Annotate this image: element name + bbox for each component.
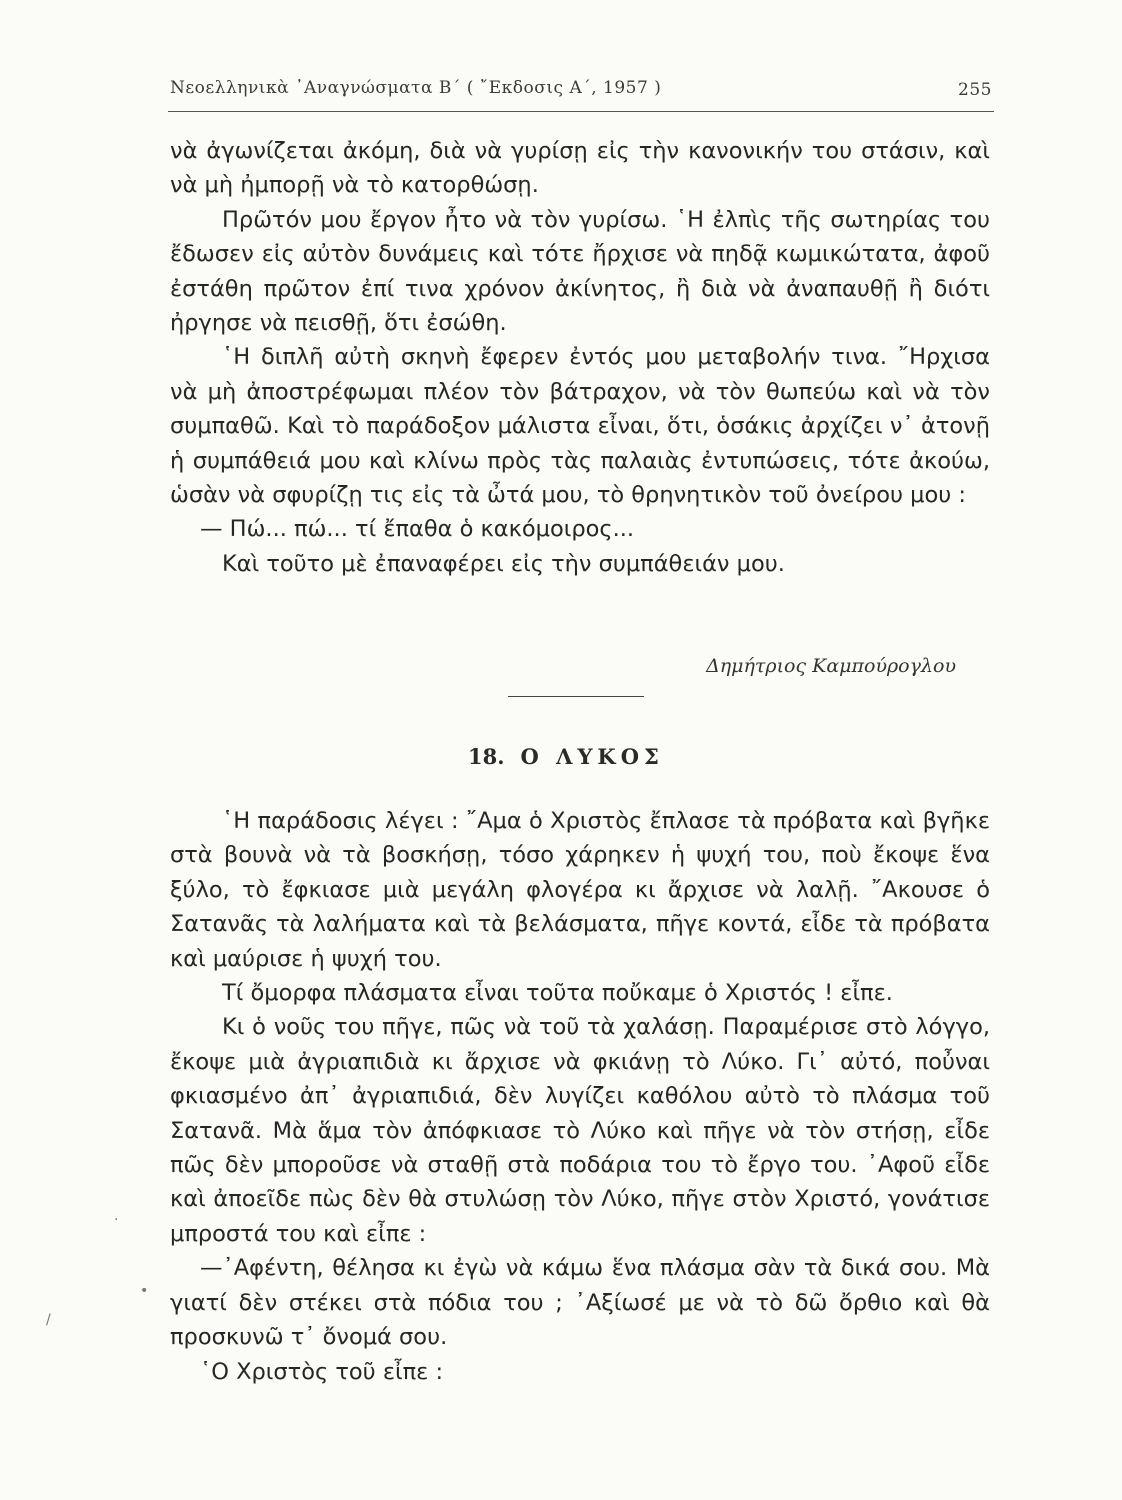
dialog-line: ῾Ο Χριστὸς τοῦ εἶπε : [200, 1358, 444, 1385]
paragraph: νὰ ἀγωνίζεται ἀκόμη, διὰ νὰ γυρίσῃ εἰς τὴν κανονικήν του στάσιν, καὶ νὰ μὴ ἠμπορῇ νὰ τὸ κατορθώσῃ. [170, 138, 990, 199]
section-number: 18. [468, 744, 505, 769]
header-rule [168, 111, 994, 112]
scan-speck: • [140, 1283, 149, 1299]
passage-lykos [170, 804, 990, 1389]
running-title: Νεοελληνικὰ ᾿Αναγνώσματα Β΄ ( ῎Εκδοσις Α΄, 1957 ) [170, 78, 662, 98]
dialog-line: —᾿Αφέντη, θέλησα κι ἐγὼ νὰ κάμω ἕνα πλάσμα σὰν τὰ δικά σου. Μὰ γιατί δὲν στέκει στὰ πόδια του ; ᾿Αξίωσέ με νὰ τὸ δῶ ὄρθιο καὶ θὰ προσκυνῶ τ᾿ ὄνομά σου. [170, 1255, 990, 1351]
paragraph: Τί ὄμορφα πλάσματα εἶναι τοῦτα ποὔκαμε ὁ Χριστός ! εἶπε. [222, 980, 893, 1007]
scan-speck: · [114, 1212, 119, 1228]
dialog-line: — Πώ... πώ... τί ἔπαθα ὁ κακόμοιρος... [200, 516, 635, 543]
paragraph: ῾Η παράδοσις λέγει : ῎Αμα ὁ Χριστὸς ἔπλασε τὰ πρόβατα καὶ βγῆκε στὰ βουνὰ νὰ τὰ βοσκήσῃ, τόσο χάρηκεν ἡ ψυχή του, ποὺ ἔκοψε ἕνα ξύλο, τὸ ἔφκιασε μιὰ μεγάλη φλογέρα κι ἄρχισε νὰ λαλῇ. ῎Ακουσε ὁ Σατανᾶς τὰ λαλήματα καὶ τὰ βελάσματα, πῆγε κοντά, εἶδε τὰ πρόβατα καὶ μαύρισε ἡ ψυχή του. [170, 808, 990, 972]
running-header [170, 74, 992, 110]
scan-speck: / [46, 1312, 51, 1328]
section-title: Ο ΛΥΚΟΣ [520, 744, 664, 769]
section-heading [468, 744, 664, 769]
passage-continuation [170, 134, 990, 581]
paragraph: Πρῶτόν μου ἔργον ἦτο νὰ τὸν γυρίσω. ῾Η ἐλπὶς τῆς σωτηρίας του ἔδωσεν εἰς αὐτὸν δυνάμεις καὶ τότε ἤρχισε νὰ πηδᾷ κωμικώτατα, ἀφοῦ ἐστάθη πρῶτον ἐπί τινα χρόνον ἀκίνητος, ἢ διὰ νὰ ἀναπαυθῇ ἢ διότι ἠργησε νὰ πεισθῇ, ὅτι ἐσώθη. [170, 206, 990, 337]
paragraph: ῾Η διπλῆ αὐτὴ σκηνὴ ἔφερεν ἐντός μου μεταβολήν τινα. ῎Ηρχισα νὰ μὴ ἀποστρέφωμαι πλέον τὸν βάτραχον, νὰ τὸν θωπεύω καὶ νὰ τὸν συμπαθῶ. Καὶ τὸ παράδοξον μάλιστα εἶναι, ὅτι, ὁσάκις ἀρχίζει ν᾿ ἀτονῇ ἡ συμπάθειά μου καὶ κλίνω πρὸς τὰς παλαιὰς ἐντυπώσεις, τότε ἀκούω, ὡσὰν νὰ σφυρίζῃ τις εἰς τὰ ὦτά μου, τὸ θρηνητικὸν τοῦ ὀνείρου μου : [170, 344, 990, 509]
section-divider [508, 696, 644, 697]
author-signature: Δημήτριος Καμπούρογλου [706, 655, 956, 677]
paragraph: Καὶ τοῦτο μὲ ἐπαναφέρει εἰς τὴν συμπάθειάν μου. [222, 550, 785, 577]
page-number: 255 [958, 80, 992, 100]
paragraph: Κι ὁ νοῦς του πῆγε, πῶς νὰ τοῦ τὰ χαλάσῃ. Παραμέρισε στὸ λόγγο, ἔκοψε μιὰ ἀγριαπιδιὰ κι ἄρχισε νὰ φκιάνῃ τὸ Λύκο. Γι᾿ αὐτό, ποὖναι φκιασμένο ἀπ᾿ ἀγριαπιδιά, δὲν λυγίζει καθόλου αὐτὸ τὸ πλάσμα τοῦ Σατανᾶ. Μὰ ἅμα τὸν ἀπόφκιασε τὸ Λύκο καὶ πῆγε νὰ τὸν στήσῃ, εἶδε πῶς δὲν μποροῦσε νὰ σταθῇ στὰ ποδάρια του τὸ ἔργο του. ᾿Αφοῦ εἶδε καὶ ἀποεῖδε πὼς δὲν θὰ στυλώσῃ τὸν Λύκο, πῆγε στὸν Χριστό, γονάτισε μπροστά του καὶ εἶπε : [170, 1014, 990, 1247]
